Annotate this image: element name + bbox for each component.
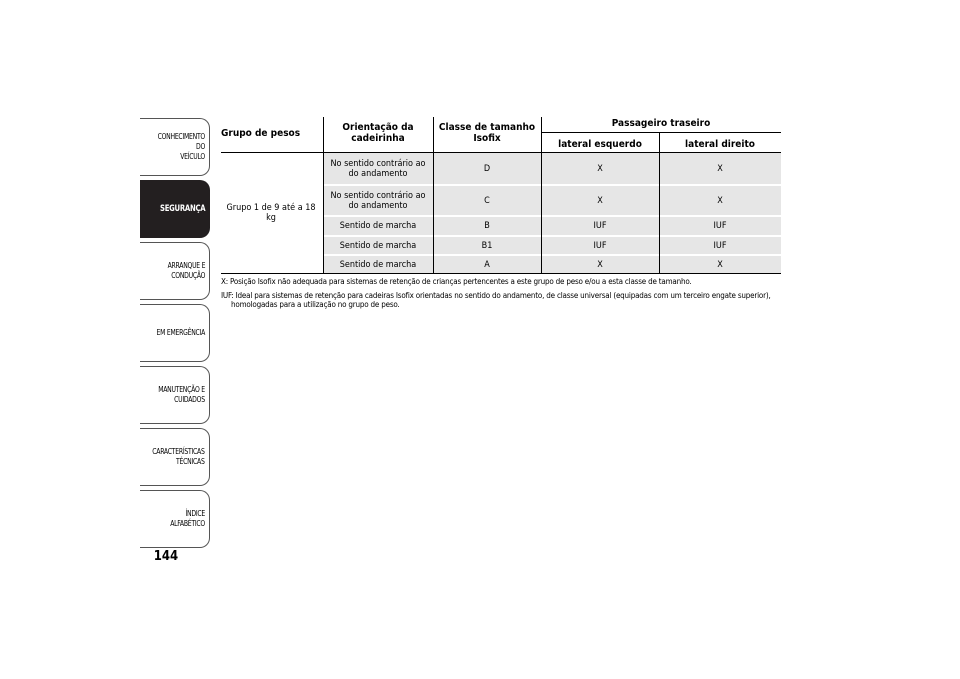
tab-em-emergencia[interactable] [140,304,210,362]
table-row-right: X [717,259,723,270]
table-row-left: IUF [593,221,607,231]
table-row-size: C [484,195,490,206]
tab-manutencao-e-cuidados[interactable] [140,366,210,424]
note-x: X: Posição Isofix não adequada para sistemas de retenção de crianças pertencentes a este grupo de peso e/ou a esta classe de tamanho. [221,277,692,286]
tab-label: ARRANQUE E [167,261,205,270]
table-row-right: IUF [713,240,727,251]
orientation-text: No sentido contrário ao [330,190,426,201]
header-weight-group: Grupo de pesos [221,128,301,139]
tab-label: TÉCNICAS [176,457,205,466]
table-row-size: A [484,259,490,270]
table-row-right: IUF [713,221,727,231]
header-orientation [323,122,433,144]
tab-label: CONDUÇÃO [171,271,205,280]
orientation-text: do andamento [348,200,408,211]
table-row-left: X [597,195,603,206]
tab-conhecimento-do-veiculo[interactable] [140,118,210,176]
table-row-orientation: Sentido de marcha [339,259,417,270]
tab-label: EM EMERGÊNCIA [156,328,205,337]
tab-label: MANUTENÇÃO E [158,385,205,394]
header-size-line: Isofix [473,133,501,144]
tab-label: CUIDADOS [174,395,205,404]
tab-seguranca[interactable] [140,180,210,238]
page-number: 144 [153,549,179,564]
table-row-right: X [717,163,723,174]
header-orientation-line: Orientação da [342,122,414,133]
note-iuf-continued: homologadas para a utilização no grupo de peso. [231,300,400,309]
header-right-side: lateral direito [685,139,755,150]
group-label: Grupo 1 de 9 até a 18 kg [226,203,316,223]
table-bottom-rule [221,273,781,274]
tab-indice-alfabetico[interactable] [140,490,210,548]
table-row-left: X [597,163,603,174]
table-row-orientation [323,186,433,215]
tab-label: VEÍCULO [180,152,205,161]
header-left-side: lateral esquerdo [558,139,642,150]
header-size-class [433,122,541,144]
orientation-text: No sentido contrário ao [330,158,426,169]
tab-label: CARACTERÍSTICAS [152,447,205,456]
table-row-orientation [323,153,433,184]
tab-label: ÍNDICE ALFABÉTICO [170,509,205,528]
header-divider [541,132,781,133]
table-row-left: IUF [593,240,607,251]
header-rear-passenger: Passageiro traseiro [611,118,711,129]
table-row-orientation: Sentido de marcha [339,240,417,251]
tab-arranque-e-conducao[interactable] [140,242,210,300]
table-row-orientation: Sentido de marcha [339,221,417,231]
table-row-right: X [717,195,723,206]
note-iuf: IUF: Ideal para sistemas de retenção para cadeiras Isofix orientadas no sentido do andamento, de classe universal (equipadas com um terceiro engate superior), [221,291,771,300]
header-orientation-line: cadeirinha [351,133,405,144]
table-row-size: B1 [481,240,493,251]
table-row-size: D [483,163,491,174]
tab-caracteristicas-tecnicas[interactable] [140,428,210,486]
header-size-line: Classe de tamanho [438,122,536,133]
table-row-left: X [597,259,603,270]
table-row-size: B [484,221,490,231]
tab-label: CONHECIMENTO DO [157,132,205,151]
orientation-text: do andamento [348,168,408,179]
tab-label: SEGURANÇA [159,204,205,214]
